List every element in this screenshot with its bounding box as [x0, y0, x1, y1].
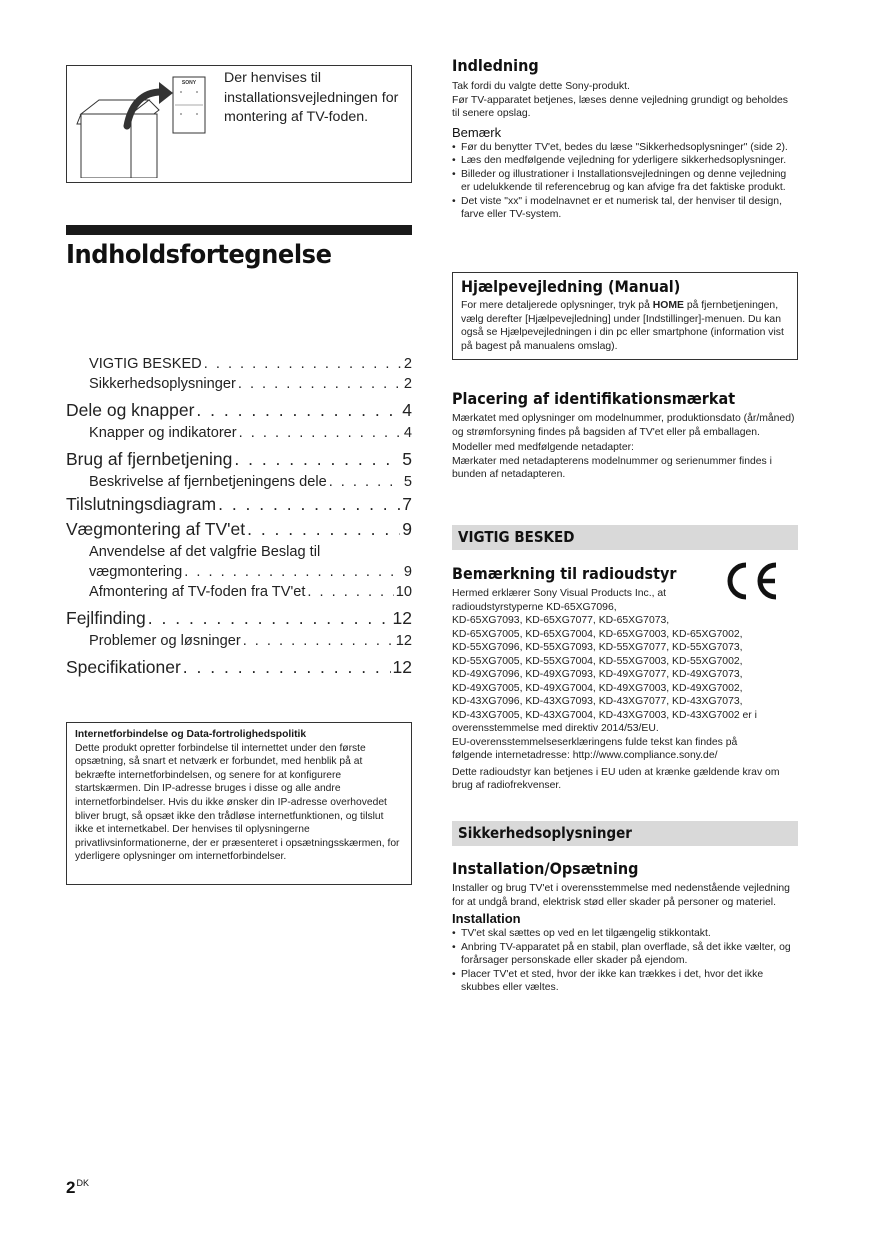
radio-notice-section [452, 564, 798, 793]
home-key-label: HOME [652, 300, 684, 311]
label-location-text: Modeller med medfølgende netadapter: [452, 442, 634, 453]
toc-entry[interactable]: Sikkerhedsoplysninger . . . 2 [66, 376, 412, 396]
toc-entry[interactable]: VIGTIG BESKED . . . 2 [66, 356, 412, 376]
toc-title: Indholdsfortegnelse [66, 240, 332, 270]
installation-reference-box [66, 65, 412, 183]
radio-line: KD-55XG7005, KD-55XG7004, KD-55XG7003, KD-55XG7002, [452, 655, 743, 667]
help-guide-text: For mere detaljerede oplysninger, tryk på HOME på fjernbetjeningen, vælg derefter [Hjælpevejledning] under [Indstillinger]-menuen. Du kan også se Hjælpevejledningen i din pc eller smartphone (information vist på bagest på manualens omslag). [461, 300, 784, 352]
label-location-section [452, 389, 798, 482]
radio-line: KD-49XG7005, KD-49XG7004, KD-49XG7003, KD-49XG7002, [452, 682, 743, 694]
toc-entry[interactable]: Dele og knapper . . . 4 [66, 400, 412, 425]
toc-entry[interactable]: Problemer og løsninger . . . 12 [66, 633, 412, 653]
list-item: • Læs den medfølgende vejledning for yderligere sikkerhedsoplysninger. [452, 154, 798, 168]
label-location-text: Mærkatet med oplysninger om modelnummer, produktionsdato (år/måned) og strømforsyning findes på bagsiden af TV'et eller på emballagen. [452, 413, 795, 438]
radio-notice-heading: Bemærkning til radioudstyr [452, 564, 677, 583]
tv-box-illustration [75, 74, 225, 178]
radio-line: overensstemmelse med direktiv 2014/53/EU. [452, 723, 659, 734]
intro-line: Tak fordi du valgte dette Sony-produkt. [452, 81, 630, 92]
important-notice-band: VIGTIG BESKED [452, 525, 798, 550]
installation-reference-text: Der henvises til installationsvejledningen for montering af TV-foden. [224, 70, 399, 125]
radio-text: Dette radioudstyr kan betjenes i EU uden at krænke gældende krav om brug af radiofrekvenser. [452, 766, 780, 791]
toc-entry[interactable]: Vægmontering af TV'et . . . 9 [66, 519, 412, 544]
note-heading: Bemærk [452, 124, 502, 140]
list-item: • Før du benytter TV'et, bedes du læse "Sikkerhedsoplysninger" (side 2). [452, 141, 798, 155]
radio-line: KD-43XG7005, KD-43XG7004, KD-43XG7003, KD-43XG7002 er i [452, 709, 757, 721]
internet-privacy-title: Internetforbindelse og Data-fortrolighedspolitik [75, 729, 307, 740]
help-guide-heading: Hjælpevejledning (Manual) [461, 277, 681, 296]
note-list [452, 141, 798, 222]
toc-entry[interactable]: Beskrivelse af fjernbetjeningens dele . . . 5 [66, 474, 412, 494]
page-suffix: DK [76, 1178, 89, 1188]
installation-section [452, 859, 798, 995]
radio-line: KD-49XG7096, KD-49XG7093, KD-49XG7077, KD-49XG7073, [452, 669, 743, 680]
list-item: • Anbring TV-apparatet på en stabil, plan overflade, så det ikke vælter, og forårsager personskade eller skader på ejendom. [452, 941, 798, 968]
toc-entry[interactable]: Afmontering af TV-foden fra TV'et . . . 10 [66, 584, 412, 604]
toc-entry[interactable]: Brug af fjernbetjening . . . 5 [66, 449, 412, 474]
toc-entry[interactable]: Specifikationer . . . 12 [66, 657, 412, 682]
internet-privacy-box [66, 722, 412, 885]
installation-heading: Installation/Opsætning [452, 859, 639, 878]
toc-entry[interactable]: Knapper og indikatorer . . . 4 [66, 425, 412, 445]
radio-line: Hermed erklærer Sony Visual Products Inc., at [452, 588, 667, 599]
help-guide-box [452, 272, 798, 360]
toc-entry[interactable]: Tilslutningsdiagram . . . 7 [66, 494, 412, 519]
radio-line: radioudstyrstyperne KD-65XG7096, [452, 601, 617, 613]
installation-list [452, 927, 798, 995]
sony-logo: SONY [181, 80, 197, 86]
intro-heading: Indledning [452, 56, 539, 75]
radio-line: følgende internetadresse: http://www.compliance.sony.de/ [452, 750, 718, 761]
radio-line: KD-43XG7096, KD-43XG7093, KD-43XG7077, KD-43XG7073, [452, 696, 743, 707]
label-location-heading: Placering af identifikationsmærkat [452, 389, 736, 408]
radio-line: KD-65XG7093, KD-65XG7077, KD-65XG7073, [452, 615, 670, 626]
intro-section [452, 56, 798, 222]
list-item: • Placer TV'et et sted, hvor der ikke kan trækkes i det, hvor det ikke skubbes eller væltes. [452, 968, 798, 995]
installation-subheading: Installation [452, 911, 521, 926]
list-item: • TV'et skal sættes op ved en let tilgængelig stikkontakt. [452, 927, 798, 941]
toc-entry-line[interactable]: Anvendelse af det valgfrie Beslag til [89, 544, 321, 560]
radio-line: KD-65XG7005, KD-65XG7004, KD-65XG7003, KD-65XG7002, [452, 628, 743, 640]
toc-title-bar [66, 225, 412, 235]
intro-line: Før TV-apparatet betjenes, læses denne vejledning grundigt og beholdes til senere opslag. [452, 94, 788, 119]
internet-privacy-body: Dette produkt opretter forbindelse til internettet under den første opsætning, så snart et netværk er forbundet, med henblik på at bekræfte internetforbindelsen, og senere for at konfigurere startskærmen. Din IP-adresse bruges i disse og alle andre internetforbindelser. Hvis du ikke ønsker din IP-adresse overhovedet bliver brugt, så opsæt ikke den trådløse internetfunktionen, og tilslut ikke et internetkabel. Der henvises til oplysningerne privatlivsinformationerne, der er præsenteret i opsætningsskærmen, for yderligere oplysninger om internetforbindelser. [75, 742, 400, 863]
label-location-text: Mærkater med netadapterens modelnummer og serienummer findes i bunden af netadapteren. [452, 455, 772, 480]
radio-line: KD-55XG7096, KD-55XG7093, KD-55XG7077, KD-55XG7073, [452, 642, 743, 653]
list-item: • Det viste "xx" i modelnavnet er et numerisk tal, der henviser til design, farve eller TV-system. [452, 195, 798, 222]
table-of-contents [66, 356, 412, 682]
page-number: $2^{DK}$ [66, 1178, 89, 1197]
toc-entry[interactable]: vægmontering . . . 9 [66, 564, 412, 584]
safety-band: Sikkerhedsoplysninger [452, 821, 798, 846]
installation-text: Installer og brug TV'et i overensstemmelse med nedenstående vejledning for at undgå brand, elektrisk stød eller skader på personer og materiel. [452, 883, 790, 908]
toc-entry[interactable]: Fejlfinding . . . 12 [66, 608, 412, 633]
radio-line: EU-overensstemmelseserklæringens fulde tekst kan findes på [452, 736, 738, 748]
list-item: • Billeder og illustrationer i Installationsvejledningen og denne vejledning er udelukkende til referencebrug og kan afvige fra det faktiske produkt. [452, 168, 798, 195]
